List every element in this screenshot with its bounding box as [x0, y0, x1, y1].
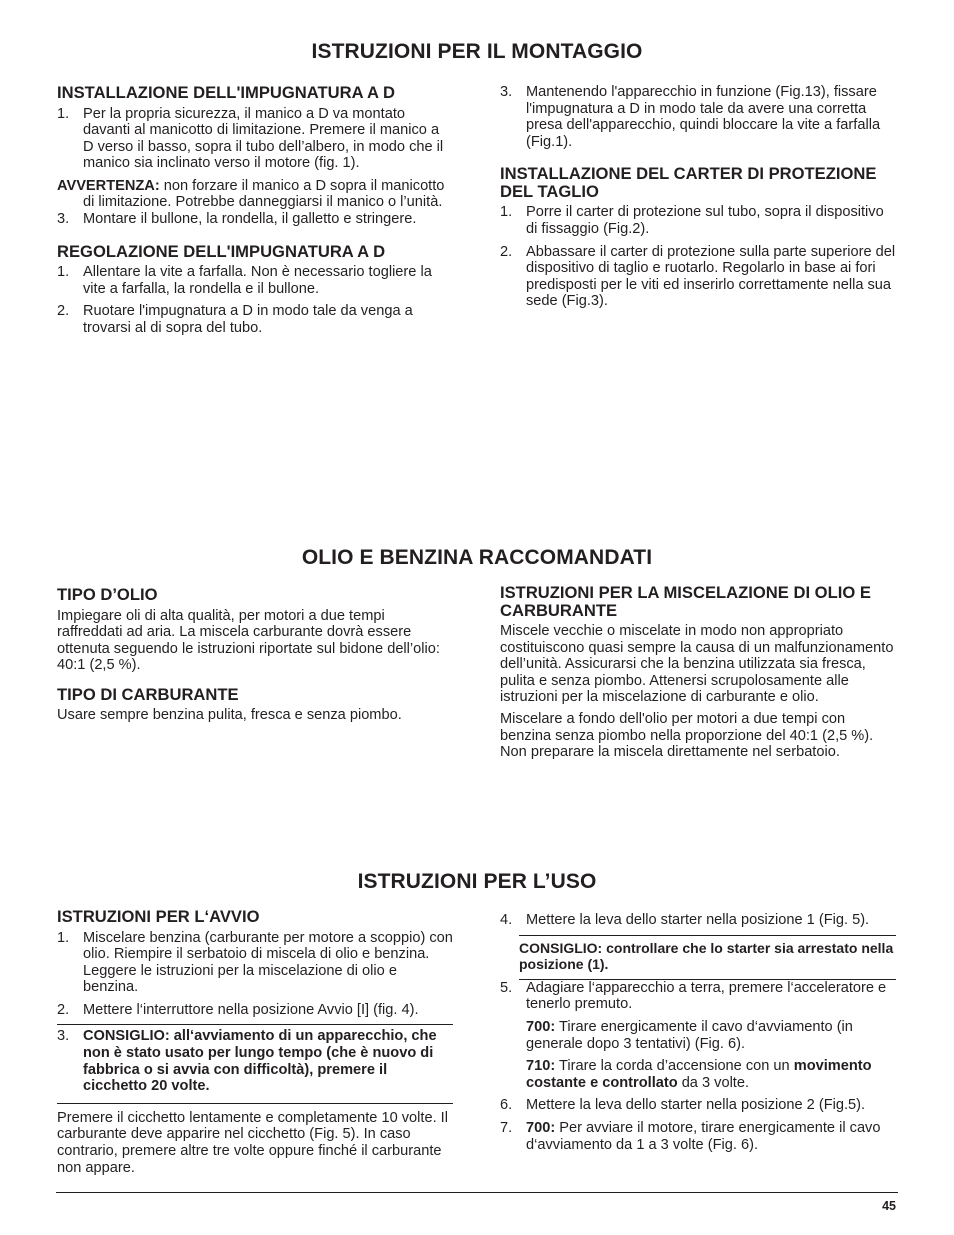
olio-right-column — [500, 584, 896, 761]
list-item-consiglio: 3. CONSIGLIO: all‘avviamento di un apparecchio, che non è stato usato per lungo tempo (che è nuovo di fabbrica o si avvia con difficoltà), premere il cicchetto 20 volte. — [57, 1024, 453, 1094]
list-item: 2. Abbassare il carter di protezione sulla parte superiore del dispositivo di taglio e ruotarlo. Regolarlo in base ai fori predisposti per le viti ed inserirlo correttamente nella sua sede (Fig.3). — [500, 243, 896, 310]
heading-miscelazione: ISTRUZIONI PER LA MISCELAZIONE DI OLIO E CARBURANTE — [500, 583, 871, 620]
montaggio-left-column — [57, 84, 453, 343]
section-title-uso: ISTRUZIONI PER L’USO — [357, 870, 597, 893]
list-item: 3. Montare il bullone, la rondella, il galletto e stringere. — [57, 211, 417, 228]
page-number: 45 — [882, 1199, 896, 1213]
paragraph-miscelazione-2: Miscelare a fondo dell'olio per motori a due tempi con benzina senza piombo nella proporzione del 40:1 (2,5 %). Non preparare la miscela direttamente nel serbatoio. — [500, 710, 874, 761]
list-item: 5. Adagiare l‘apparecchio a terra, premere l‘acceleratore e tenerlo premuto. — [500, 979, 887, 1013]
warning-note: AVVERTENZA: non forzare il manico a D sopra il manicotto di limitazione. Potrebbe danneggiarsi il manico o l’unità. — [57, 177, 445, 211]
list-item: 1. Miscelare benzina (carburante per motore a scoppio) con olio. Riempire il serbatoio di miscela di olio e benzina. Leggere le istruzioni per la miscelazione di olio e benzina. — [57, 929, 453, 996]
tip-box-starter: CONSIGLIO: controllare che lo starter sia arrestato nella posizione (1). — [519, 935, 896, 980]
model-710-note: 710: Tirare la corda d’accensione con un movimento costante e controllato da 3 volte. — [526, 1058, 872, 1091]
heading-tipo-carburante: TIPO DI CARBURANTE — [57, 684, 239, 704]
list-item: 1. Per la propria sicurezza, il manico a D va montato davanti al manicotto di limitazione. Premere il manico a D verso il basso, sopra il tubo dell’albero, in modo che il manico sia inclinato verso il motore (fig. 1). — [57, 105, 444, 172]
olio-left-column — [57, 586, 453, 724]
model-700-note: 700: Tirare energicamente il cavo d‘avviamento (in generale dopo 3 tentativi) (Fig. 6). — [526, 1018, 853, 1052]
paragraph-tipo-carburante: Usare sempre benzina pulita, fresca e senza piombo. — [57, 707, 402, 724]
heading-tipo-olio: TIPO D’OLIO — [57, 585, 158, 604]
list-item: 2. Ruotare l'impugnatura a D in modo tale da venga a trovarsi al di sopra del tubo. — [57, 303, 413, 336]
list-item: 1. Porre il carter di protezione sul tubo, sopra il dispositivo di fissaggio (Fig.2). — [500, 204, 884, 237]
heading-avvio: ISTRUZIONI PER L‘AVVIO — [57, 907, 260, 926]
list-item: 7. 700: Per avviare il motore, tirare energicamente il cavo d‘avviamento da 1 a 3 volte (Fig. 6). — [500, 1119, 881, 1153]
list-item: 2. Mettere l‘interruttore nella posizione Avvio [I] (fig. 4). — [57, 1001, 419, 1018]
uso-right-column — [500, 912, 896, 1159]
list-item: 4. Mettere la leva dello starter nella posizione 1 (Fig. 5). — [500, 912, 870, 928]
heading-carter: INSTALLAZIONE DEL CARTER DI PROTEZIONE DEL TAGLIO — [500, 164, 877, 201]
montaggio-right-column — [500, 84, 896, 316]
paragraph-miscelazione-1: Miscele vecchie o miscelate in modo non appropriato costituiscono quasi sempre la causa di un malfunzionamento dell’unità. Assicurarsi che la benzina utilizzata sia fresca, pulita e senza piombo. Attenersi scrupolosamente alle istruzioni per la miscelazione di carburante e olio. — [500, 623, 894, 706]
heading-regolazione: REGOLAZIONE DELL'IMPUGNATURA A D — [57, 241, 386, 261]
paragraph-tipo-olio: Impiegare oli di alta qualità, per motori a due tempi raffreddati ad aria. La miscela carburante dovrà essere ottenuta seguendo le istruzioni riportate sul bidone dell’olio: 40:1 (2,5 %). — [57, 607, 440, 674]
section-title-montaggio: ISTRUZIONI PER IL MONTAGGIO — [311, 40, 643, 63]
paragraph-cicchetto: Premere il cicchetto lentamente e completamente 10 volte. Il carburante deve apparire nel cicchetto (Fig. 5). In caso contrario, premere altre tre volte oppure finché il carburante non appare. — [57, 1103, 453, 1176]
footer-rule — [56, 1192, 898, 1193]
heading-install-d: INSTALLAZIONE DELL'IMPUGNATURA A D — [57, 83, 395, 102]
section-title-olio: OLIO E BENZINA RACCOMANDATI — [301, 546, 653, 569]
list-item: 6. Mettere la leva dello starter nella posizione 2 (Fig.5). — [500, 1097, 866, 1114]
uso-left-column — [57, 908, 453, 1176]
list-item: 3. Mantenendo l'apparecchio in funzione (Fig.13), fissare l'impugnatura a D in modo tale da avere una corretta presa dell'apparecchio, quindi bloccare la vite a farfalla (Fig.1). — [500, 84, 881, 150]
list-item: 1. Allentare la vite a farfalla. Non è necessario togliere la vite a farfalla, la rondella e il bullone. — [57, 264, 432, 297]
